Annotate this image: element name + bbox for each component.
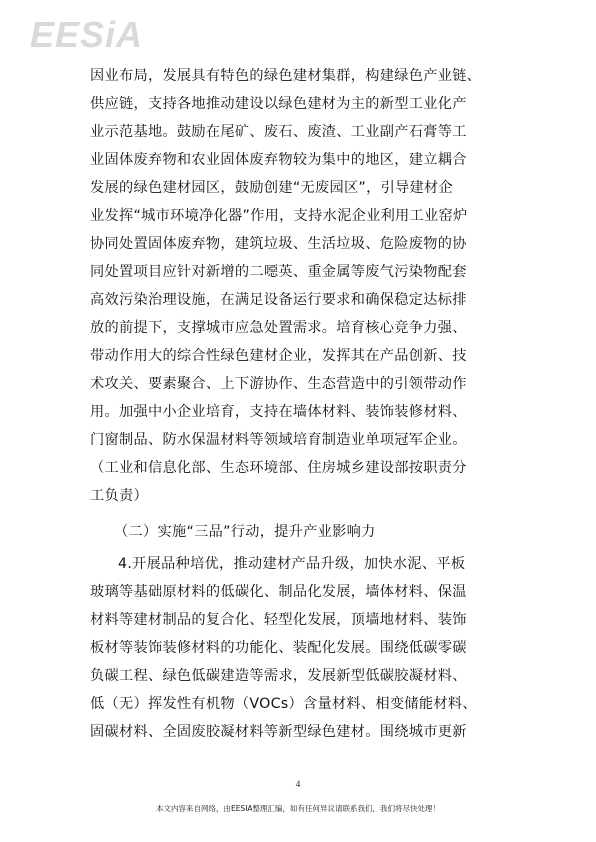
paragraph-line: 用。加强中小企业培育，支持在墙体材料、装饰装修材料、 — [90, 404, 467, 420]
paragraph-line: 高效污染治理设施，在满足设备运行要求和确保稳定达标排 — [90, 292, 467, 308]
paragraph-line: 协同处置固体废弃物，建筑垃圾、生活垃圾、危险废物的协 — [90, 236, 467, 252]
paragraph-line: 术攻关、要素聚合、上下游协作、生态营造中的引领带动作 — [90, 376, 467, 392]
paragraph-line: 业示范基地。鼓励在尾矿、废石、废渣、工业副产石膏等工 — [90, 124, 467, 140]
paragraph-line: 4.开展品种培优，推动建材产品升级，加快水泥、平板 — [118, 556, 466, 572]
eesia-logo: EESiA — [30, 14, 144, 55]
paragraph-line: 发展的绿色建材园区，鼓励创建“无废园区”，引导建材企 — [90, 180, 454, 196]
section-heading: （二）实施“三品”行动，提升产业影响力 — [114, 524, 376, 540]
paragraph-line: （工业和信息化部、生态环境部、住房城乡建设部按职责分 — [90, 460, 467, 476]
paragraph-line: 负碳工程、绿色低碳建造等需求，发展新型低碳胶凝材料、 — [90, 668, 467, 684]
page-number: 4 — [295, 779, 301, 789]
paragraph-line: 同处置项目应针对新增的二噁英、重金属等废气污染物配套 — [90, 264, 467, 280]
paragraph-line: 业固体废弃物和农业固体废弃物较为集中的地区，建立耦合 — [90, 152, 467, 168]
paragraph-line: 放的前提下，支撑城市应急处置需求。培育核心竞争力强、 — [90, 320, 467, 336]
paragraph-line: 低（无）挥发性有机物（VOCs）含量材料、相变储能材料、 — [90, 696, 477, 712]
paragraph-line: 门窗制品、防水保温材料等领域培育制造业单项冠军企业。 — [90, 432, 467, 448]
paragraph-line: 业发挥“城市环境净化器”作用，支持水泥企业利用工业窑炉 — [90, 208, 468, 224]
footer-note: 本文内容来自网络，由EESIA整理汇编，如有任何异议请联系我们，我们将尽快处理！ — [155, 804, 441, 813]
paragraph-line: 因业布局，发展具有特色的绿色建材集群，构建绿色产业链、 — [90, 68, 482, 84]
paragraph-line: 供应链，支持各地推动建设以绿色建材为主的新型工业化产 — [90, 96, 467, 112]
paragraph-line: 材料等建材制品的复合化、轻型化发展，顶墙地材料、装饰 — [90, 612, 467, 628]
paragraph-line: 带动作用大的综合性绿色建材企业，发挥其在产品创新、技 — [90, 348, 467, 364]
paragraph-line: 工负责） — [90, 488, 148, 504]
paragraph-line: 玻璃等基础原材料的低碳化、制品化发展，墙体材料、保温 — [90, 584, 467, 600]
paragraph-line: 板材等装饰装修材料的功能化、装配化发展。围绕低碳零碳 — [90, 640, 467, 656]
paragraph-line: 固碳材料、全固废胶凝材料等新型绿色建材。围绕城市更新 — [90, 724, 467, 740]
